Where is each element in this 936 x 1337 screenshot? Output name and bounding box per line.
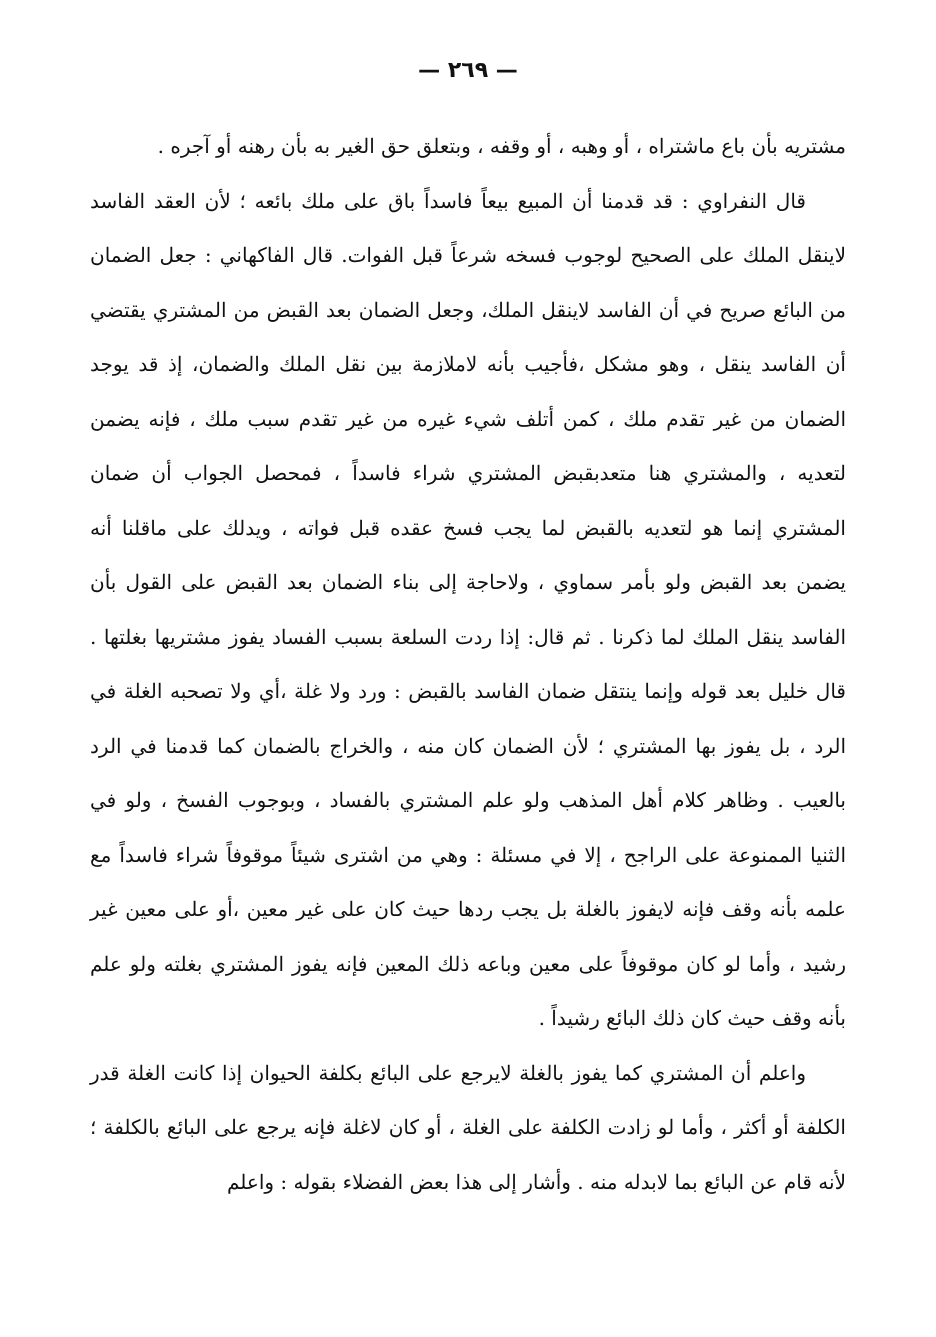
page-number: — ٢٦٩ —	[418, 58, 518, 83]
page-body	[90, 119, 846, 1209]
paragraph-2: قال النفراوي : قد قدمنا أن المبيع بيعاً فاسداً باق على ملك بائعه ؛ لأن العقد الفاسد لاينقل الملك على الصحيح لوجوب فسخه شرعاً قبل الفوات. قال الفاكهاني : جعل الضمان من البائع صريح في أن الفاسد لاينقل الملك، وجعل الضمان بعد القبض من المشتري يقتضي أن الفاسد ينقل ، وهو مشكل ،فأجيب بأنه لاملازمة بين نقل الملك والضمان، إذ قد يوجد الضمان من غير تقدم ملك ، كمن أتلف شيء غيره من غير تقدم سبب ملك ، فإنه يضمن لتعديه ، والمشتري هنا متعدبقبض المشتري شراء فاسداً ، فمحصل الجواب أن ضمان المشتري إنما هو لتعديه بالقبض لما يجب فسخ عقده قبل فواته ، ويدلك على ماقلنا أنه يضمن بعد القبض ولو بأمر سماوي ، ولاحاجة إلى بناء الضمان بعد القبض على القول بأن الفاسد ينقل الملك لما ذكرنا . ثم قال: إذا ردت السلعة بسبب الفساد يفوز مشتريها بغلتها . قال خليل بعد قوله وإنما ينتقل ضمان الفاسد بالقبض : ورد ولا غلة ،أي ولا تصحبه الغلة في الرد ، بل يفوز بها المشتري ؛ لأن الضمان كان منه ، والخراج بالضمان كما قدمنا في الرد بالعيب . وظاهر كلام أهل المذهب ولو علم المشتري بالفساد ، وبوجوب الفسخ ، ولو في الثنيا الممنوعة على الراجح ، إلا في مسئلة : وهي من اشترى شيئاً موقوفاً شراء فاسداً مع علمه بأنه وقف فإنه لايفوز بالغلة بل يجب ردها حيث كان على غير معين ،أو على معين غير رشيد ، وأما لو كان موقوفاً على معين وباعه ذلك المعين فإنه يفوز المشتري بغلته ولو علم بأنه وقف حيث كان ذلك البائع رشيداً .	[90, 188, 847, 1030]
paragraph-1: مشتريه بأن باع ماشتراه ، أو وهبه ، أو وقفه ، وبتعلق حق الغير به بأن رهنه أو آجره .	[157, 134, 846, 158]
paragraph-3: واعلم أن المشتري كما يفوز بالغلة لايرجع على البائع بكلفة الحيوان إذا كانت الغلة قدر الكلفة أو أكثر ، وأما لو زادت الكلفة على الغلة ، أو كان لاغلة فإنه يرجع على البائع بالكلفة ؛ لأنه قام عن البائع بما لابدله منه . وأشار إلى هذا بعض الفضلاء بقوله : واعلم	[90, 1060, 846, 1194]
